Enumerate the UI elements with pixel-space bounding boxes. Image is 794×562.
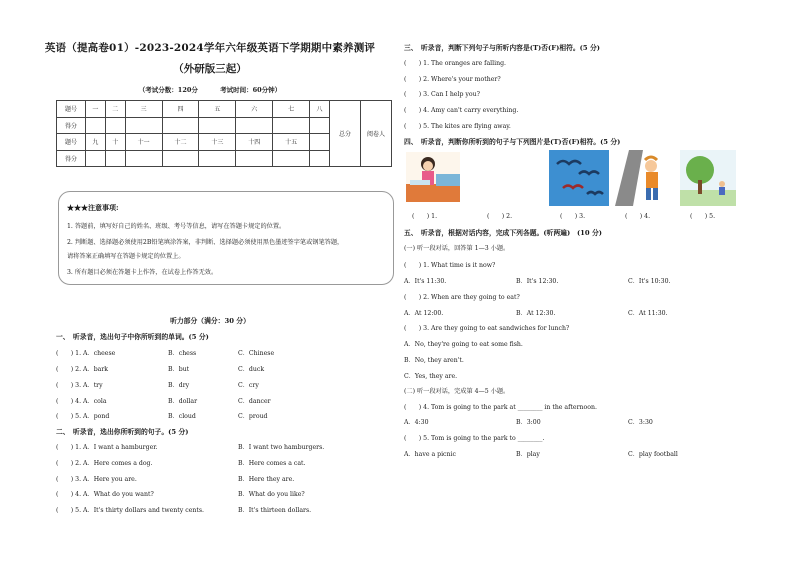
option-c: C．duck bbox=[238, 366, 265, 373]
table-cell bbox=[162, 150, 199, 167]
picture-answer-3: ( ) 3. bbox=[560, 213, 586, 220]
option-a: ( ) 4. A．cola bbox=[56, 398, 107, 405]
picture-answer-1: ( ) 1. bbox=[412, 213, 438, 220]
question-5: ( ) 5. Tom is going to the park to ________. bbox=[404, 435, 545, 442]
option-a: A．At 12:00. bbox=[404, 310, 444, 317]
table-cell bbox=[199, 117, 236, 134]
section-5-heading: 五、 听录音，根据对话内容，完成下列各题。(听两遍) (10 分) bbox=[404, 229, 603, 237]
option-c: C．3:30 bbox=[628, 419, 653, 426]
option-b: B．It's thirteen dollars. bbox=[238, 507, 312, 514]
option-b: B．dry bbox=[168, 382, 190, 389]
picture-answer-2: ( ) 2. bbox=[487, 213, 513, 220]
option-c: C．Yes, they are. bbox=[404, 373, 458, 380]
question-2: ( ) 2. When are they going to eat? bbox=[404, 294, 520, 301]
table-cell bbox=[199, 150, 236, 167]
table-cell bbox=[273, 117, 310, 134]
table-cell bbox=[310, 117, 330, 134]
table-cell: 七 bbox=[273, 101, 310, 118]
table-cell: 八 bbox=[310, 101, 330, 118]
question-4: ( ) 4. Tom is going to the park at ________ in the afternoon. bbox=[404, 404, 597, 411]
option-b: B．play bbox=[516, 451, 540, 458]
option-a: A．It's 11:30. bbox=[404, 278, 447, 285]
notice-item: 3. 所有题目必须在答题卡上作答，在试卷上作答无效。 bbox=[67, 269, 218, 276]
question-1: ( ) 1. What time is it now? bbox=[404, 262, 496, 269]
table-cell: 十二 bbox=[162, 134, 199, 151]
option-a: ( ) 1. A．cheese bbox=[56, 350, 116, 357]
option-b: B．No, they aren't. bbox=[404, 357, 464, 364]
option-c: C．At 11:30. bbox=[628, 310, 668, 317]
girl-cooking-picture bbox=[406, 152, 460, 202]
table-cell: 得分 bbox=[57, 150, 86, 167]
option-a: A．4:30 bbox=[404, 419, 429, 426]
part-1-heading: (一) 听一段对话，回答第 1—3 小题。 bbox=[404, 245, 510, 252]
option-b: B．cloud bbox=[168, 413, 196, 420]
section-1-heading: 一、 听录音，选出句子中你所听到的单词。(5 分) bbox=[56, 333, 209, 341]
option-a: ( ) 5. A．It's thirty dollars and twenty cents. bbox=[56, 507, 204, 514]
option-b: B．I want two hamburgers. bbox=[238, 444, 325, 451]
table-cell: 三 bbox=[125, 101, 162, 118]
option-c: C．proud bbox=[238, 413, 268, 420]
page-subtitle: （外研版三起） bbox=[173, 63, 247, 75]
park-tree-picture bbox=[680, 150, 736, 206]
page-title: 英语（提高卷01）-2023-2024学年六年级英语下学期期中素养测评 bbox=[44, 42, 376, 54]
reviewer-cell: 阅卷人 bbox=[361, 101, 392, 167]
table-cell bbox=[86, 117, 106, 134]
notice-item: 1. 答题前，填写好自己的姓名、班级、考号等信息，请写在答题卡规定的位置。 bbox=[67, 223, 286, 230]
option-b: B．Here comes a cat. bbox=[238, 460, 306, 467]
question-3: ( ) 3. Are they going to eat sandwiches for lunch? bbox=[404, 325, 570, 332]
table-cell bbox=[105, 117, 125, 134]
table-cell bbox=[310, 150, 330, 167]
table-cell bbox=[310, 134, 330, 151]
option-c: C．dancer bbox=[238, 398, 271, 405]
notice-heading: ★★★注意事项: bbox=[67, 203, 119, 212]
option-a: ( ) 1. A．I want a hamburger. bbox=[56, 444, 158, 451]
table-cell: 五 bbox=[199, 101, 236, 118]
option-a: ( ) 5. A．pond bbox=[56, 413, 110, 420]
option-c: C．cry bbox=[238, 382, 259, 389]
statement-item: ( ) 5. The kites are flying away. bbox=[404, 123, 511, 130]
picture-answer-4: ( ) 4. bbox=[625, 213, 651, 220]
option-c: C．It's 10:30. bbox=[628, 278, 671, 285]
notice-item: 请将答案正确填写在答题卡规定的位置上。 bbox=[67, 253, 185, 260]
table-cell bbox=[125, 117, 162, 134]
table-cell: 十四 bbox=[236, 134, 273, 151]
statement-item: ( ) 2. Where's your mother? bbox=[404, 76, 501, 83]
option-c: C．play football bbox=[628, 451, 678, 458]
option-c: C．Chinese bbox=[238, 350, 275, 357]
total-score-cell: 总分 bbox=[330, 101, 361, 167]
birds-sky-picture bbox=[549, 150, 609, 206]
table-cell bbox=[105, 150, 125, 167]
notice-item: 2. 判断题、选择题必须使用2B铅笔填涂答案，非判断、选择题必须使用黑色墨迹签字笔或钢笔答题， bbox=[67, 239, 344, 246]
exam-meta bbox=[40, 85, 380, 94]
table-cell: 九 bbox=[86, 134, 106, 151]
option-a: ( ) 4. A．What do you want? bbox=[56, 491, 154, 498]
section-2-heading: 二、 听录音，选出你所听到的句子。(5 分) bbox=[56, 428, 189, 436]
section-3-heading: 三、 听录音，判断下列句子与所听内容是(T)否(F)相符。(5 分) bbox=[404, 44, 600, 52]
table-cell bbox=[125, 150, 162, 167]
option-b: B．What do you like? bbox=[238, 491, 305, 498]
table-cell bbox=[86, 150, 106, 167]
option-a: ( ) 2. A．Here comes a dog. bbox=[56, 460, 153, 467]
option-b: B．Here they are. bbox=[238, 476, 295, 483]
option-a: A．No, they're going to eat some fish. bbox=[404, 341, 523, 348]
exam-score-info: （考试分数：120分 bbox=[138, 86, 198, 94]
table-cell bbox=[273, 150, 310, 167]
score-table bbox=[56, 100, 392, 167]
option-b: B．At 12:30. bbox=[516, 310, 556, 317]
option-b: B．dollar bbox=[168, 398, 198, 405]
notice-box bbox=[58, 191, 394, 285]
option-a: ( ) 3. A．Here you are. bbox=[56, 476, 137, 483]
table-cell: 十三 bbox=[199, 134, 236, 151]
option-b: B．but bbox=[168, 366, 190, 373]
boy-climbing-picture bbox=[615, 150, 671, 206]
part-2-heading: (二) 听一段对话，完成第 4—5 小题。 bbox=[404, 388, 510, 395]
table-cell: 得分 bbox=[57, 117, 86, 134]
option-b: B．3:00 bbox=[516, 419, 541, 426]
statement-item: ( ) 1. The oranges are falling. bbox=[404, 60, 507, 67]
option-b: B．chess bbox=[168, 350, 197, 357]
table-cell: 题号 bbox=[57, 101, 86, 118]
exam-time-info: 考试时间：60分钟） bbox=[220, 86, 282, 94]
section-4-heading: 四、 听录音，判断你所听到的句子与下列图片是(T)否(F)相符。(5 分) bbox=[404, 138, 621, 146]
option-b: B．It's 12:30. bbox=[516, 278, 559, 285]
table-cell: 十五 bbox=[273, 134, 310, 151]
option-a: A．have a picnic bbox=[404, 451, 456, 458]
statement-item: ( ) 3. Can I help you? bbox=[404, 91, 480, 98]
table-cell bbox=[162, 117, 199, 134]
table-cell bbox=[236, 117, 273, 134]
statement-item: ( ) 4. Amy can't carry everything. bbox=[404, 107, 519, 114]
table-cell: 二 bbox=[105, 101, 125, 118]
option-a: ( ) 3. A．try bbox=[56, 382, 103, 389]
picture-answer-5: ( ) 5. bbox=[690, 213, 716, 220]
table-cell: 一 bbox=[86, 101, 106, 118]
table-cell: 四 bbox=[162, 101, 199, 118]
listening-title: 听力部分（满分：30 分） bbox=[170, 317, 250, 325]
table-cell: 十 bbox=[105, 134, 125, 151]
table-cell: 题号 bbox=[57, 134, 86, 151]
table-cell bbox=[236, 150, 273, 167]
table-cell: 十一 bbox=[125, 134, 162, 151]
score-row-1 bbox=[57, 101, 392, 118]
option-a: ( ) 2. A．bark bbox=[56, 366, 109, 373]
table-cell: 六 bbox=[236, 101, 273, 118]
